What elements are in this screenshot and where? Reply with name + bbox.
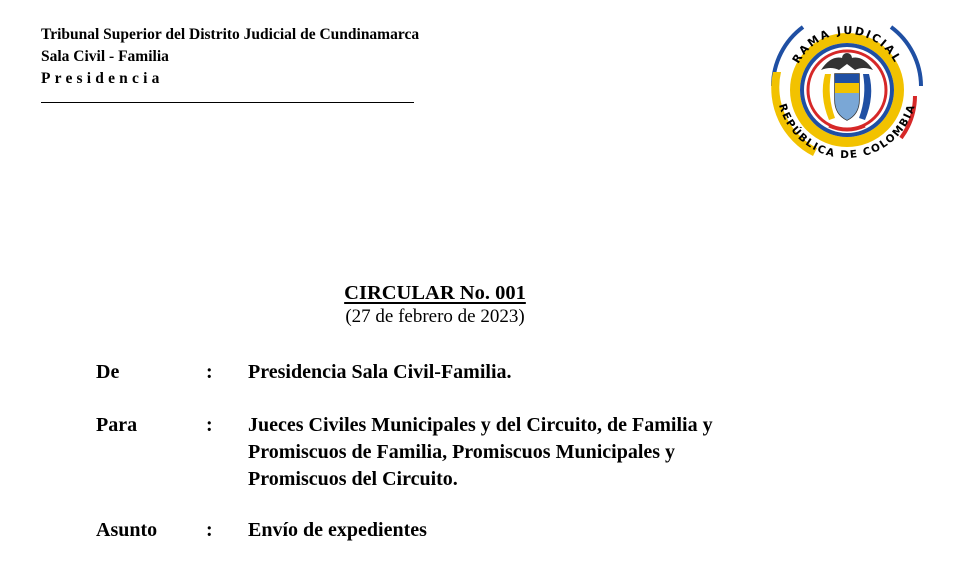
field-value-subject: Envío de expedientes (248, 519, 427, 541)
presidency-label: Presidencia (41, 70, 164, 87)
seal-top-text: RAMA JUDICIAL (789, 23, 905, 66)
circular-heading (0, 280, 870, 328)
field-value-to-line: Promiscuos del Circuito. (248, 468, 458, 490)
letterhead-divider (41, 102, 414, 103)
circular-date: (27 de febrero de 2023) (345, 306, 525, 327)
field-label-to: Para (96, 414, 138, 436)
field-value-from: Presidencia Sala Civil-Familia. (248, 361, 512, 383)
letterhead (41, 24, 419, 103)
field-colon: : (206, 361, 213, 383)
field-colon: : (206, 519, 213, 541)
field-value-to-line: Jueces Civiles Municipales y del Circuito, de Familia y (248, 414, 713, 436)
chamber-name: Sala Civil - Familia (41, 48, 169, 65)
field-value-to-line: Promiscuos de Familia, Promiscuos Municipales y (248, 441, 676, 463)
seal-bottom-text: REPÚBLICA DE COLOMBIA (776, 102, 918, 162)
field-colon: : (206, 414, 213, 436)
circular-title: CIRCULAR No. 001 (344, 282, 526, 304)
coat-of-arms-icon (821, 53, 873, 130)
field-label-subject: Asunto (96, 519, 158, 541)
rama-judicial-seal (763, 8, 931, 168)
field-value-to (248, 412, 808, 493)
field-label-from: De (96, 361, 120, 383)
court-name: Tribunal Superior del Distrito Judicial de Cundinamarca (41, 26, 420, 43)
